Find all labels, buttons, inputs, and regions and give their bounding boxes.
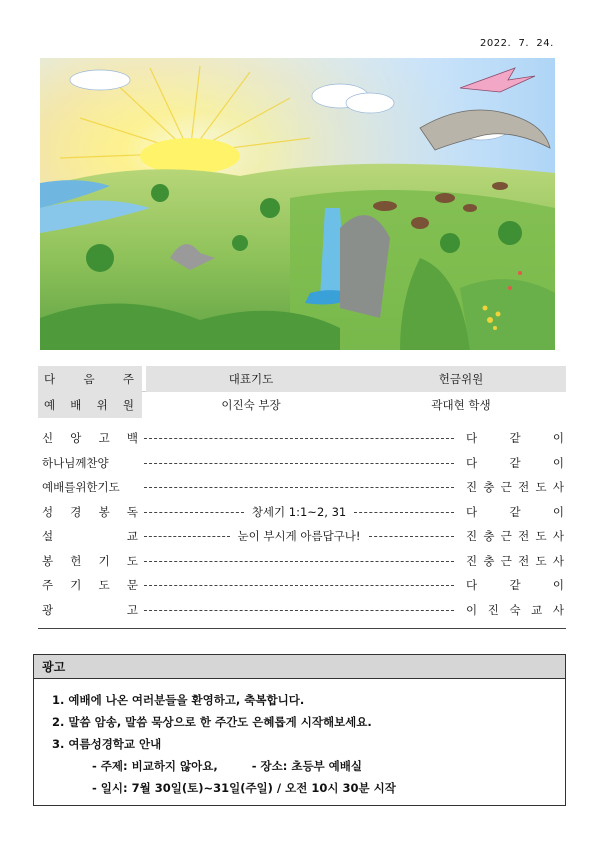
order-content: 눈이 부시게 아름답구나! — [237, 529, 361, 544]
order-leader: 다 같 이 — [466, 431, 564, 446]
announcement-title: 광고 — [34, 655, 565, 679]
order-items — [38, 426, 566, 622]
order-leader: 진 충 근 전 도 사 — [466, 529, 564, 544]
order-row — [38, 598, 566, 623]
order-row — [38, 500, 566, 525]
order-label: 예배를위한기도 — [42, 480, 120, 495]
order-leader: 이 진 숙 교 사 — [466, 602, 564, 617]
order-row — [38, 524, 566, 549]
announcement-body — [34, 679, 565, 799]
order-label: 광 고 — [42, 602, 138, 617]
bulletin-date: 2022. 7. 24. — [480, 38, 554, 49]
role-row-worship-committee — [38, 392, 566, 418]
offering-person: 곽대현 학생 — [431, 398, 491, 412]
announcement-item: 1. 예배에 나온 여러분들을 환영하고, 축복합니다. — [52, 693, 305, 707]
prayer-header: 대표기도 — [146, 366, 356, 392]
role-label-worship-committee: 예 배 위 원 — [38, 392, 142, 418]
order-leader: 다 같 이 — [466, 455, 564, 470]
landscape-picture — [40, 58, 555, 350]
order-row — [38, 475, 566, 500]
announcement-box — [33, 654, 566, 806]
announcement-item: 2. 말씀 암송, 말씀 묵상으로 한 주간도 은혜롭게 시작해보세요. — [52, 715, 372, 729]
order-leader: 다 같 이 — [466, 578, 564, 593]
order-row — [38, 426, 566, 451]
order-leader: 진 충 근 전 도 사 — [466, 480, 564, 495]
order-label: 신 앙 고 백 — [42, 431, 138, 446]
order-label: 설 교 — [42, 529, 138, 544]
order-content: 창세기 1:1~2, 31 — [251, 504, 347, 519]
vbs-schedule: - 일시: 7월 30일(토)~31일(주일) / 오전 10시 30분 시작 — [92, 781, 396, 795]
order-leader: 진 충 근 전 도 사 — [466, 553, 564, 568]
vbs-theme: - 주제: 비교하지 않아요, — [92, 759, 218, 773]
order-label: 하나님께찬양 — [42, 455, 109, 470]
role-label-next: 다 음 주 — [38, 366, 142, 392]
offering-header: 헌금위원 — [356, 366, 566, 392]
order-leader: 다 같 이 — [466, 504, 564, 519]
worship-order — [38, 366, 566, 629]
creation-illustration — [40, 58, 555, 350]
vbs-theme-location — [52, 755, 565, 777]
order-divider — [38, 628, 566, 629]
order-label: 성 경 봉 독 — [42, 504, 138, 519]
order-row — [38, 451, 566, 476]
order-label: 봉 헌 기 도 — [42, 553, 138, 568]
announcement-item: 3. 여름성경학교 안내 — [52, 737, 162, 751]
role-row-next — [38, 366, 566, 392]
order-row — [38, 549, 566, 574]
order-row — [38, 573, 566, 598]
vbs-location: - 장소: 초등부 예배실 — [251, 759, 362, 773]
order-label: 주 기 도 문 — [42, 578, 138, 593]
prayer-person: 이진숙 부장 — [221, 398, 281, 412]
